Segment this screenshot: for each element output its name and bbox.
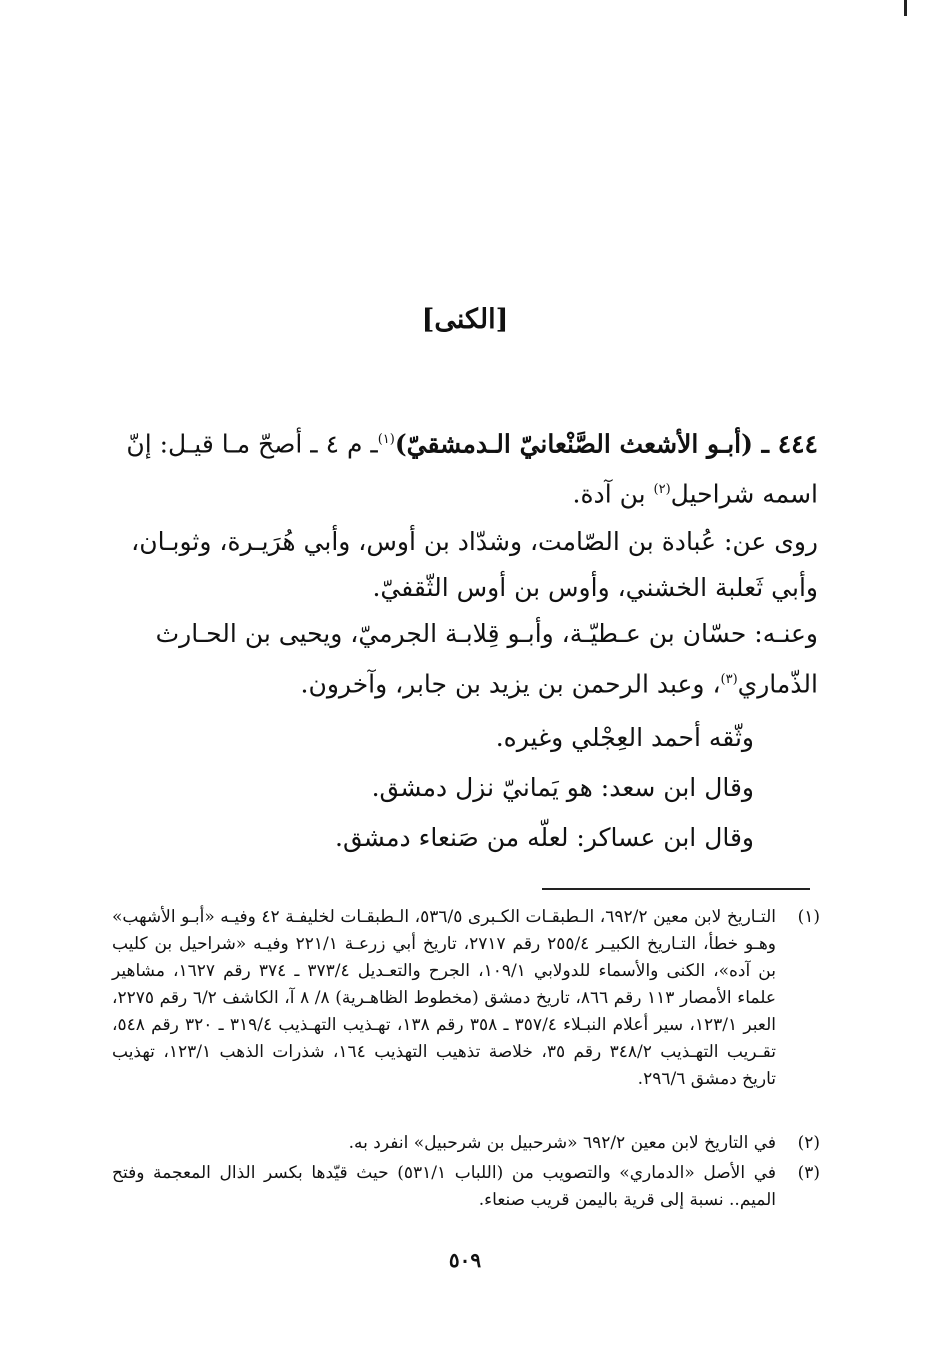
narrators-line-1: وعنـه: حسّان بن عـطيّـة، وأبـو قِلابـة الجرميّ، ويحيى بن الحـارث: [155, 619, 818, 648]
footnote-ref-3: (٣): [720, 672, 738, 687]
footnote-separator: [542, 888, 810, 890]
statement-ijli: وثّقه أحمد العِجْلي وغيره.: [495, 723, 754, 752]
statement-ibn-asakir: وقال ابن عساكر: لعلّه من صَنعاء دمشق.: [335, 823, 754, 852]
footnote-1: [112, 904, 820, 1128]
footnote-text: التـاريخ لابن معين ٦٩٢/٢، الـطبقـات الكـبرى ٥٣٦/٥، الـطبقـات لخليفـة ٤٢ وفيـه «أبـو الأشهب» وهـو خطأ، التـاريخ الكبيـر ٢٥٥/٤ رقم ٢٧١٧، تاريخ أبي زرعـة ٢٢١/١ وفيـه «شراحيل بن كليب بن آده»، الكنى والأسماء للدولابي ١٠٩/١، الجرح والتعـديل ٣٧٣/٤ ـ ٣٧٤ رقم ١٦٢٧، مشاهير علماء الأمصار ١١٣ رقم ٨٦٦، تاريخ دمشق (مخطوط الظاهـرية) ٨/ ٨ آ، الكاشف ٦/٢ رقم ٢٢٧٥، العبر ١٢٣/١، سير أعلام النبـلاء ٣٥٧/٤ ـ ٣٥٨ رقم ١٣٨، تهـذيب التهـذيب ٣١٩/٤ ـ ٣٢٠ رقم ٥٤٨، تقـريب التهـذيب ٣٤٨/٢ رقم ٣٥، خلاصة تذهيب التهذيب ١٦٤، شذرات الذهب ١٢٣/١، تهذيب تاريخ دمشق ٢٩٦/٦.: [112, 907, 777, 1089]
narrator-name: الذّماري: [737, 669, 818, 699]
narrators-line-2: [301, 660, 818, 704]
section-title: [الكنى]: [421, 304, 509, 335]
footnote-ref-2: (٢): [653, 482, 671, 497]
entry-heading-line-1: [126, 420, 818, 464]
scan-corner-mark: [904, 0, 907, 16]
entry-heading-rest: ـ م ٤ ـ أصحّ مـا قيـل: إنّ: [126, 429, 378, 459]
entry-name-rest: بن آدة.: [572, 479, 654, 509]
footnote-number: (١): [797, 907, 820, 927]
footnote-3: [112, 1160, 820, 1220]
entry-name-text: اسمه شراحيل: [670, 479, 818, 509]
statement-ibn-saad: وقال ابن سعد: هو يَمانيّ نزل دمشق.: [371, 773, 754, 802]
footnote-text: في الأصل «الدماري» والتصويب من (اللباب ٥٣١/١) حيث قيّدها بكسر الذال المعجمة وفتح الميم.. نسبة إلى قرية باليمن قريب صنعاء.: [112, 1163, 776, 1210]
narrated-from-line-2: وأبي ثَعلبة الخشني، وأوس بن أوس الثّقفيّ.: [372, 573, 818, 602]
page-number: ٥٠٩: [448, 1248, 482, 1272]
footnote-ref-1: (١): [377, 432, 395, 447]
narrators-rest: ، وعبد الرحمن بن يزيد بن جابر، وآخرون.: [300, 669, 721, 699]
footnote-2: [112, 1130, 820, 1158]
footnote-text: في التاريخ لابن معين ٦٩٢/٢ «شرحبيل بن شرحبيل» انفرد به.: [348, 1133, 776, 1153]
narrated-from-line-1: روى عن: عُبادة بن الصّامت، وشدّاد بن أوس، وأبي هُرَيـرة، وثوبـان،: [131, 527, 818, 556]
entry-heading-name: ٤٤٤ ـ (أبـو الأشعث الصَّنْعانيّ الـدمشقيّ): [394, 429, 818, 459]
footnote-number: (٢): [797, 1133, 820, 1153]
entry-heading-line-2: [573, 470, 818, 514]
footnote-number: (٣): [797, 1163, 820, 1183]
